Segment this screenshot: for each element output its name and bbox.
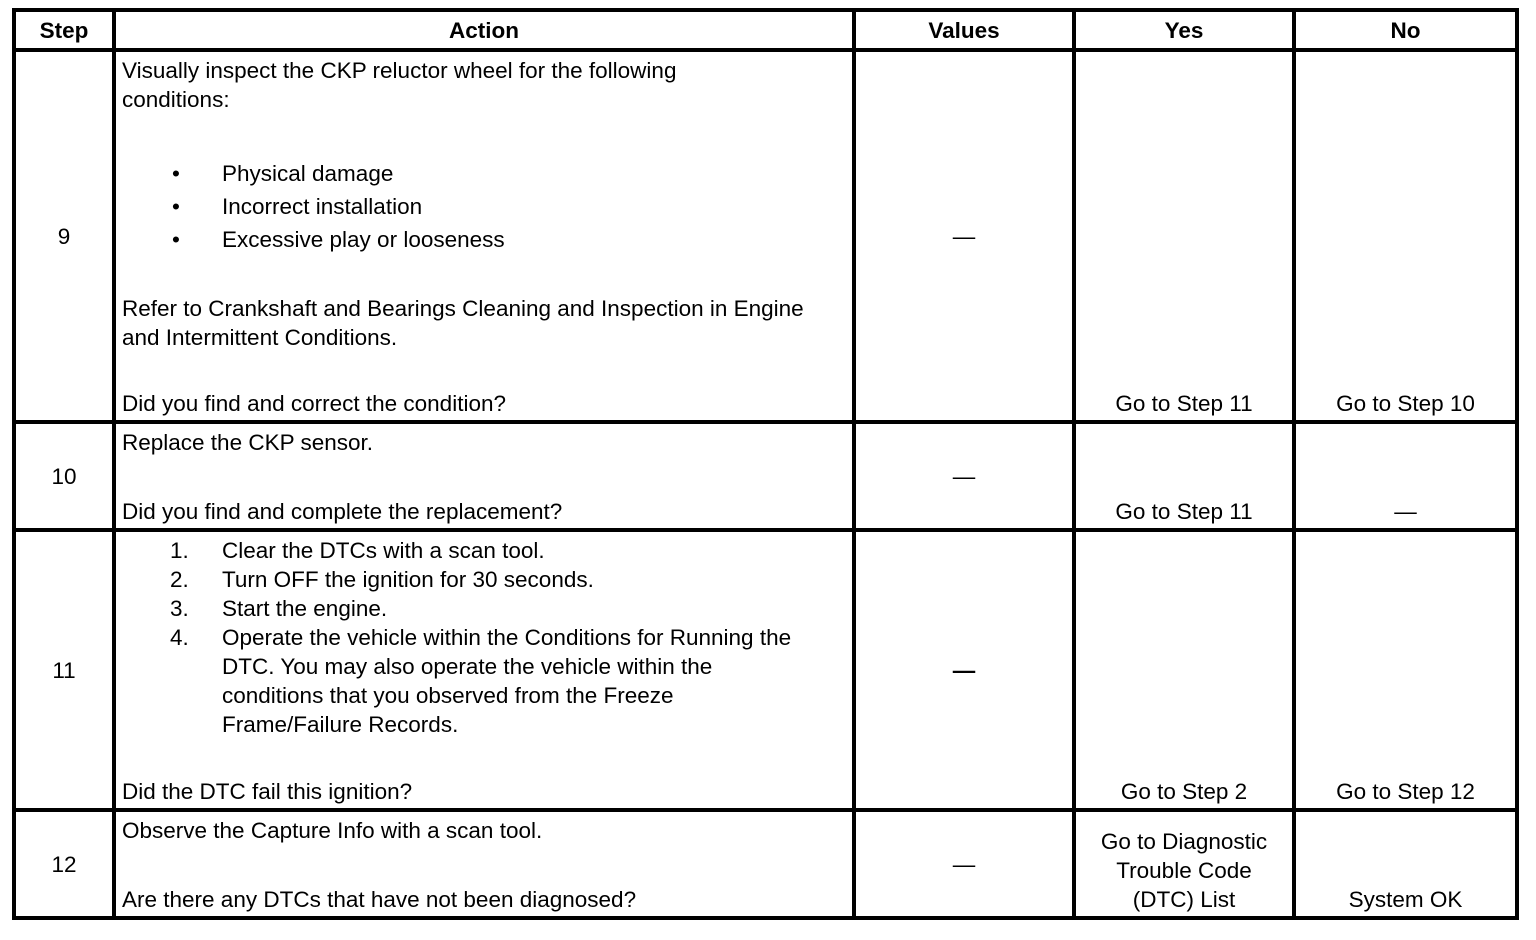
yes-link[interactable]: Go to Step 11 <box>1115 391 1253 416</box>
action-reference: Refer to Crankshaft and Bearings Cleaning and Inspection in Engine and Intermittent Conditions. <box>122 296 804 350</box>
list-item-text: Clear the DTCs with a scan tool. <box>222 538 545 563</box>
list-item <box>122 623 816 739</box>
list-item <box>122 565 816 594</box>
step-number: 12 <box>14 810 114 918</box>
action-intro: Visually inspect the CKP reluctor wheel for the following conditions: <box>122 58 677 112</box>
header-yes: Yes <box>1074 10 1294 50</box>
list-number: 2. <box>170 567 189 592</box>
yes-link[interactable]: Go to Step 2 <box>1120 779 1248 804</box>
action-intro: Replace the CKP sensor. <box>122 430 373 455</box>
list-item-text: Start the engine. <box>222 596 388 621</box>
action-question: Did the DTC fail this ignition? <box>122 779 413 804</box>
action-question: Are there any DTCs that have not been diagnosed? <box>122 887 637 912</box>
values-cell <box>854 810 1074 918</box>
no-cell <box>1294 530 1517 810</box>
action-question: Did you find and complete the replacement? <box>122 499 563 524</box>
no-cell <box>1294 810 1517 918</box>
table-row-step-10 <box>14 422 1517 530</box>
procedure-list <box>122 536 846 739</box>
list-item-text: Excessive play or looseness <box>222 227 505 252</box>
action-cell <box>114 810 854 918</box>
action-question: Did you find and correct the condition? <box>122 391 506 416</box>
list-number: 1. <box>170 538 189 563</box>
dash-value: — <box>952 851 976 877</box>
bullet-icon: • <box>172 194 180 219</box>
list-item-text: Physical damage <box>222 161 394 186</box>
values-cell <box>854 422 1074 530</box>
yes-cell <box>1074 810 1294 918</box>
no-link[interactable]: Go to Step 12 <box>1336 779 1475 804</box>
list-item-text: Turn OFF the ignition for 30 seconds. <box>222 567 594 592</box>
table-row-step-11 <box>14 530 1517 810</box>
step-number: 10 <box>14 422 114 530</box>
action-cell <box>114 422 854 530</box>
header-step: Step <box>14 10 114 50</box>
list-item <box>122 157 846 190</box>
list-item <box>122 594 816 623</box>
no-value: System OK <box>1348 887 1463 912</box>
list-number: 3. <box>170 596 189 621</box>
no-link[interactable]: Go to Step 10 <box>1336 391 1475 416</box>
no-cell <box>1294 50 1517 422</box>
condition-list <box>122 157 846 256</box>
header-action: Action <box>114 10 854 50</box>
action-intro: Observe the Capture Info with a scan tool. <box>122 818 543 843</box>
table-row-step-12 <box>14 810 1517 918</box>
header-values: Values <box>854 10 1074 50</box>
bullet-icon: • <box>172 227 180 252</box>
dash-value: — <box>952 657 976 683</box>
list-item-text: Operate the vehicle within the Conditions for Running the DTC. You may also operate the vehicle within the conditions that you observed from the Freeze Frame/Failure Records. <box>222 625 792 737</box>
header-no: No <box>1294 10 1517 50</box>
no-cell <box>1294 422 1517 530</box>
list-number: 4. <box>170 625 189 650</box>
values-cell <box>854 50 1074 422</box>
action-cell <box>114 50 854 422</box>
yes-cell <box>1074 422 1294 530</box>
list-item <box>122 190 846 223</box>
list-item-text: Incorrect installation <box>222 194 423 219</box>
no-value: — <box>1394 499 1417 524</box>
yes-link[interactable]: Go to Step 11 <box>1115 499 1253 524</box>
list-item <box>122 536 816 565</box>
yes-cell <box>1074 50 1294 422</box>
step-number: 9 <box>14 50 114 422</box>
values-cell <box>854 530 1074 810</box>
dash-value: — <box>952 463 976 489</box>
table-row-step-9 <box>14 50 1517 422</box>
yes-link[interactable]: Go to Diagnostic Trouble Code (DTC) List <box>1100 829 1268 912</box>
action-cell <box>114 530 854 810</box>
bullet-icon: • <box>172 161 180 186</box>
diagnostic-table <box>12 8 1519 920</box>
list-item <box>122 223 846 256</box>
yes-cell <box>1074 530 1294 810</box>
dash-value: — <box>952 223 976 249</box>
header-row <box>14 10 1517 50</box>
step-number: 11 <box>14 530 114 810</box>
